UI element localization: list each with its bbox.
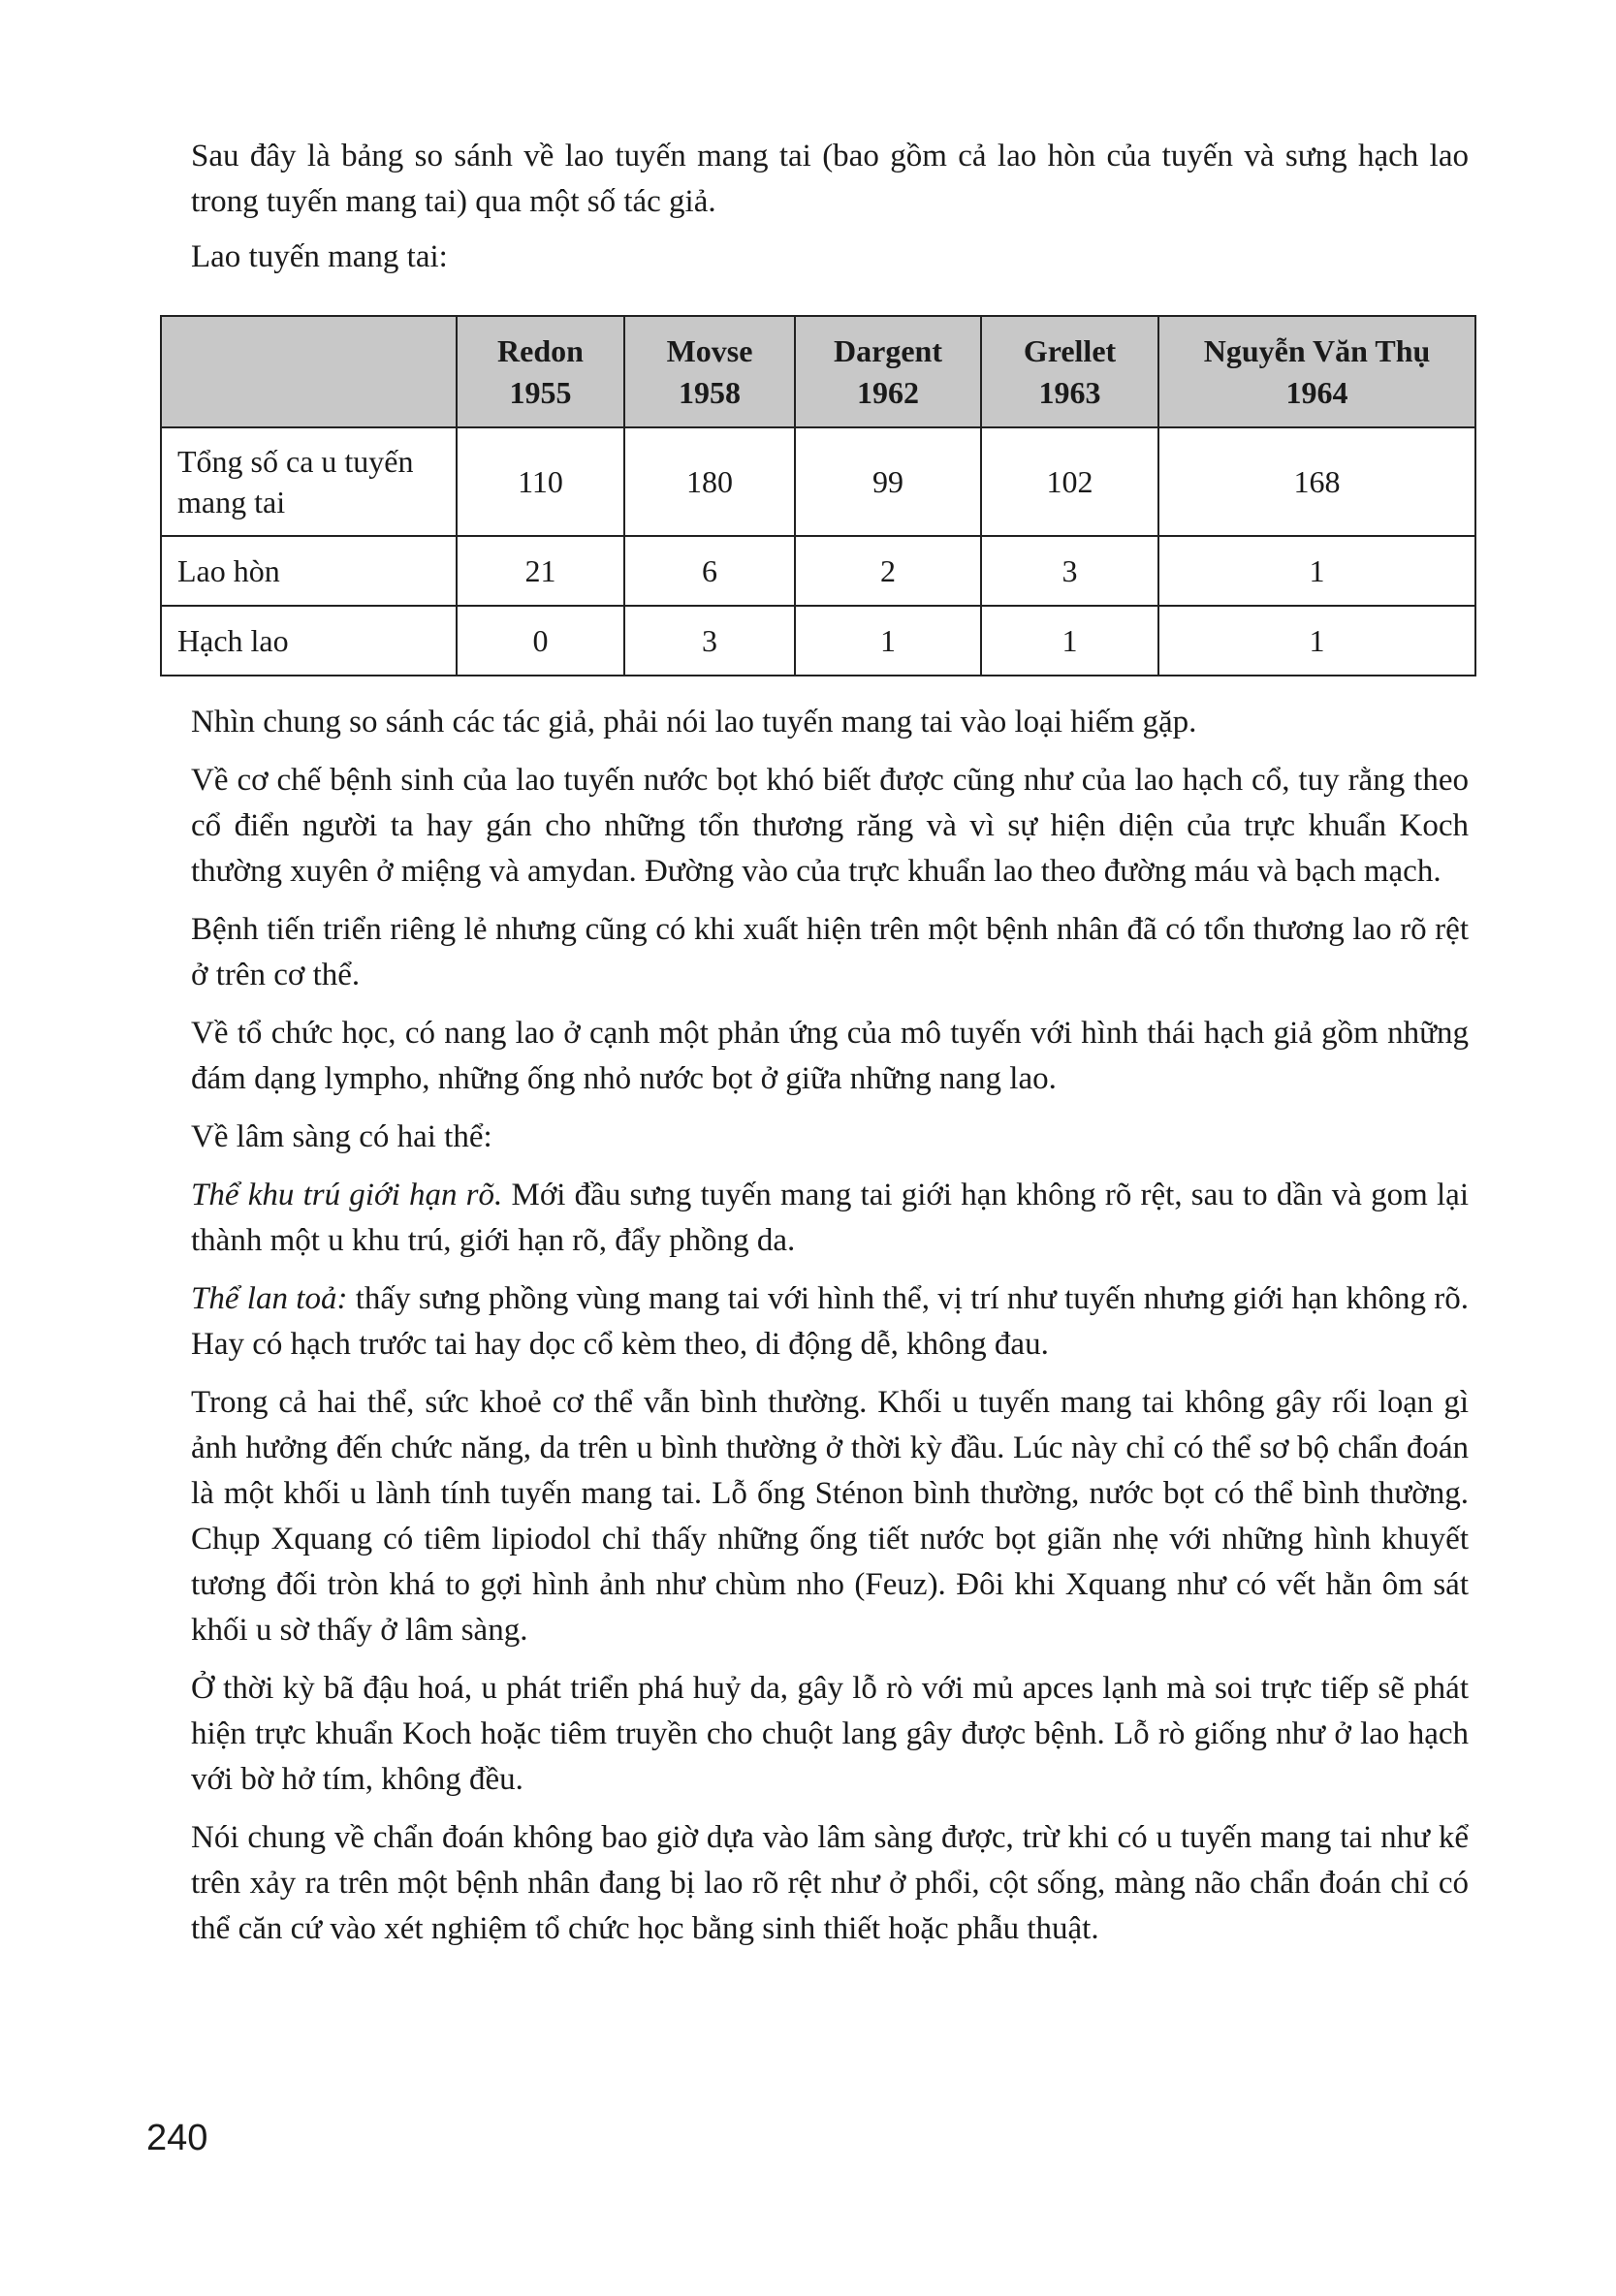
paragraph: Trong cả hai thể, sức khoẻ cơ thể vẫn bình thường. Khối u tuyến mang tai không gây rối loạn gì ảnh hưởng đến chức năng, da trên u bình thường ở thời kỳ đầu. Lúc này chỉ có thể sơ bộ chẩn đoán là một khối u lành tính tuyến mang tai. Lỗ ống Sténon bình thường, nước bọt có thể bình thường. Chụp Xquang có tiêm lipiodol chỉ thấy những ống tiết nước bọt giãn nhẹ với những hình khuyết tương đối tròn khá to gợi hình ảnh như chùm nho (Feuz). Đôi khi Xquang như có vết hằn ôm sát khối u sờ thấy ở lâm sàng. xyxy=(191,1385,1469,1648)
page-body xyxy=(191,134,1469,294)
paragraph: Thể lan toả: thấy sưng phồng vùng mang tai với hình thể, vị trí như tuyến nhưng giới hạn không rõ. Hay có hạch trước tai hay dọc cổ kèm theo, di động dễ, không đau. xyxy=(191,1281,1470,1362)
table-cell: 1 xyxy=(1158,536,1475,606)
row-label: Tổng số ca u tuyến mang tai xyxy=(161,427,457,536)
intro-paragraph: Sau đây là bảng so sánh về lao tuyến mang tai (bao gồm cả lao hòn của tuyến và sưng hạch lao trong tuyến mang tai) qua một số tác giả. xyxy=(191,139,1469,219)
table-cell: 0 xyxy=(457,606,624,676)
paragraph: Về lâm sàng có hai thể: xyxy=(191,1119,492,1154)
column-header: Movse 1958 xyxy=(624,316,795,427)
page-number: 240 xyxy=(146,2118,208,2158)
emphasis-term: Thể lan toả: xyxy=(191,1281,348,1316)
table-header-row xyxy=(161,316,1475,427)
column-header: Dargent 1962 xyxy=(795,316,981,427)
table-cell: 2 xyxy=(795,536,981,606)
paragraph: Ở thời kỳ bã đậu hoá, u phát triển phá huỷ da, gây lỗ rò với mủ apces lạnh mà soi trực tiếp sẽ phát hiện trực khuẩn Koch hoặc tiêm truyền cho chuột lang gây được bệnh. Lỗ rò giống như ở lao hạch với bờ hở tím, không đều. xyxy=(191,1671,1469,1797)
paragraph: Nhìn chung so sánh các tác giả, phải nói lao tuyến mang tai vào loại hiếm gặp. xyxy=(191,705,1197,739)
column-header: Nguyễn Văn Thụ 1964 xyxy=(1158,316,1475,427)
table-cell: 102 xyxy=(981,427,1158,536)
table-cell: 1 xyxy=(795,606,981,676)
paragraph: Thể khu trú giới hạn rõ. Mới đầu sưng tuyến mang tai giới hạn không rõ rệt, sau to dần và gom lại thành một u khu trú, giới hạn rõ, đẩy phồng da. xyxy=(191,1178,1469,1258)
emphasis-term: Thể khu trú giới hạn rõ. xyxy=(191,1178,503,1212)
paragraph: Về cơ chế bệnh sinh của lao tuyến nước bọt khó biết được cũng như của lao hạch cổ, tuy rằng theo cổ điển người ta hay gán cho những tổn thương răng và vì sự hiện diện của trực khuẩn Koch thường xuyên ở miệng và amydan. Đường vào của trực khuẩn lao theo đường máu và bạch mạch. xyxy=(191,763,1469,889)
table-cell: 21 xyxy=(457,536,624,606)
table-cell: 168 xyxy=(1158,427,1475,536)
comparison-table xyxy=(160,315,1476,676)
table-row xyxy=(161,606,1475,676)
paragraph: Nói chung về chẩn đoán không bao giờ dựa vào lâm sàng được, trừ khi có u tuyến mang tai như kể trên xảy ra trên một bệnh nhân đang bị lao rõ rệt như ở phổi, cột sống, màng não chẩn đoán chỉ có thể căn cứ vào xét nghiệm tổ chức học bằng sinh thiết hoặc phẫu thuật. xyxy=(191,1820,1469,1946)
table-cell: 1 xyxy=(981,606,1158,676)
paragraph: Về tổ chức học, có nang lao ở cạnh một phản ứng của mô tuyến với hình thái hạch giả gồm những đám dạng lympho, những ống nhỏ nước bọt ở giữa những nang lao. xyxy=(191,1016,1469,1096)
column-header: Redon 1955 xyxy=(457,316,624,427)
table-caption: Lao tuyến mang tai: xyxy=(191,239,448,274)
table-cell: 3 xyxy=(624,606,795,676)
table-row xyxy=(161,427,1475,536)
table-cell: 110 xyxy=(457,427,624,536)
table-cell: 6 xyxy=(624,536,795,606)
table-cell: 3 xyxy=(981,536,1158,606)
table-cell: 1 xyxy=(1158,606,1475,676)
row-label: Lao hòn xyxy=(161,536,457,606)
table-cell: 99 xyxy=(795,427,981,536)
table-cell: 180 xyxy=(624,427,795,536)
column-header: Grellet 1963 xyxy=(981,316,1158,427)
paragraph: Bệnh tiến triển riêng lẻ nhưng cũng có khi xuất hiện trên một bệnh nhân đã có tổn thương lao rõ rệt ở trên cơ thể. xyxy=(191,912,1469,992)
table-corner-cell xyxy=(161,316,457,427)
body-text xyxy=(191,700,1469,1952)
row-label: Hạch lao xyxy=(161,606,457,676)
table-row xyxy=(161,536,1475,606)
